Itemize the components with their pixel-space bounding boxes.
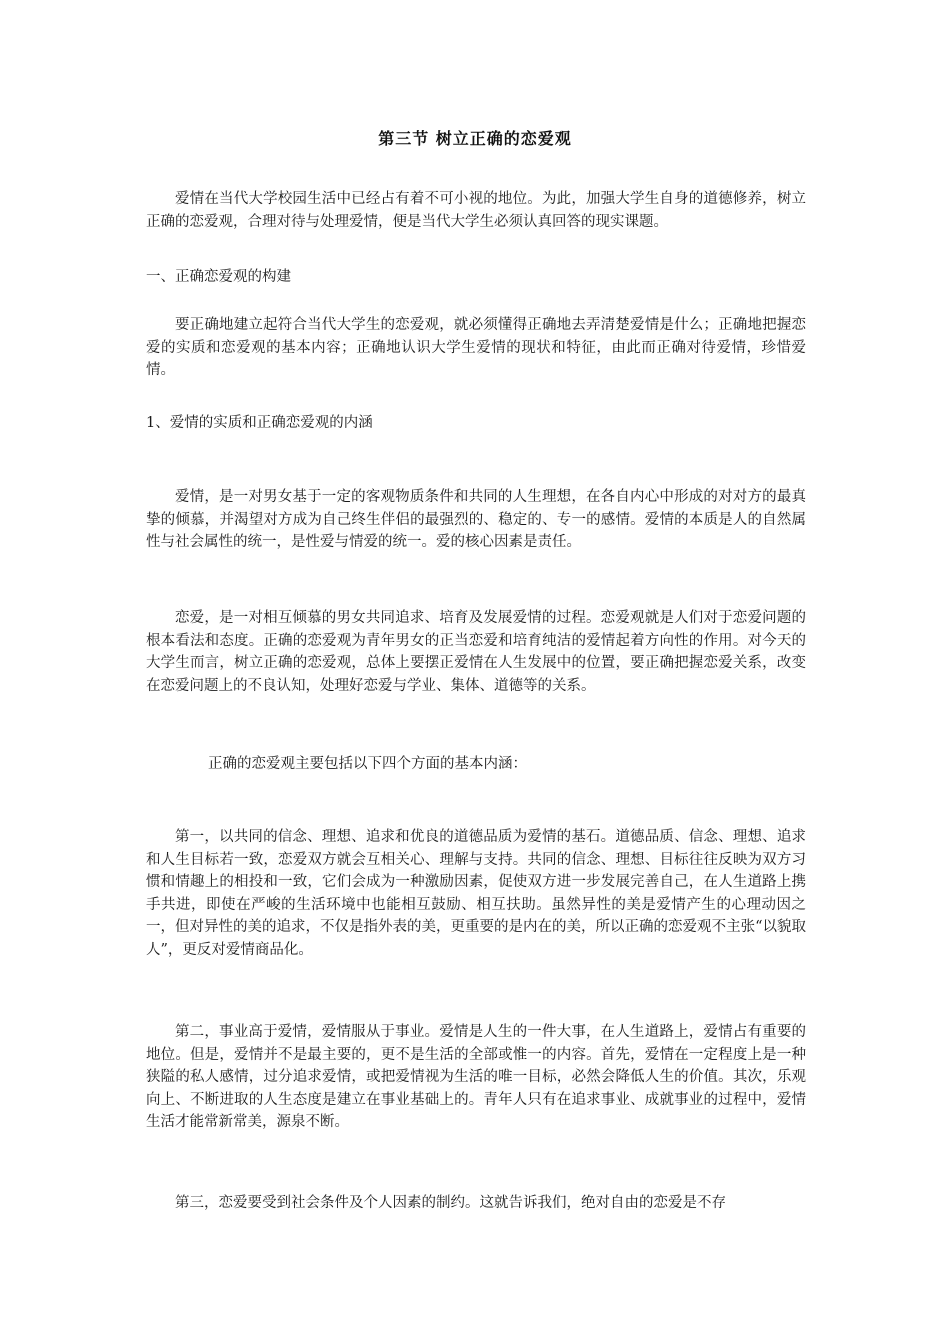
section-heading: 一、正确恋爱观的构建: [146, 269, 291, 285]
aspect-one-paragraph: 第一，以共同的信念、理想、追求和优良的道德品质为爱情的基石。道德品质、信念、理想、追求和人生目标若一致，恋爱双方就会互相关心、理解与支持。共同的信念、理想、目标往往反映为双方习惯和情趣上的相投和一致，它们会成为一种激励因素，促使双方进一步发展完善自己，在人生道路上携手共进，即使在严峻的生活环境中也能相互鼓励、相互扶助。虽然异性的美是爱情产生的心理动因之一，但对异性的美的追求，不仅是指外表的美，更重要的是内在的美，所以正确的恋爱观不主张“以貌取人”，更反对爱情商品化。: [146, 829, 806, 958]
section-paragraph: 要正确地建立起符合当代大学生的恋爱观，就必须懂得正确地去弄清楚爱情是什么；正确地把握恋爱的实质和恋爱观的基本内容；正确地认识大学生爱情的现状和特征，由此而正确对待爱情，珍惜爱情。: [146, 317, 806, 379]
four-aspects-intro: 正确的恋爱观主要包括以下四个方面的基本内涵：: [208, 756, 527, 772]
romance-definition-paragraph: 恋爱，是一对相互倾慕的男女共同追求、培育及发展爱情的过程。恋爱观就是人们对于恋爱问题的根本看法和态度。正确的恋爱观为青年男女的正当恋爱和培育纯洁的爱情起着方向性的作用。对今天的大学生而言，树立正确的恋爱观，总体上要摆正爱情在人生发展中的位置，要正确把握恋爱关系，改变在恋爱问题上的不良认知，处理好恋爱与学业、集体、道德等的关系。: [146, 610, 806, 694]
aspect-two-paragraph: 第二，事业高于爱情，爱情服从于事业。爱情是人生的一件大事，在人生道路上，爱情占有重要的地位。但是，爱情并不是最主要的，更不是生活的全部或惟一的内容。首先，爱情在一定程度上是一种狭隘的私人感情，过分追求爱情，或把爱情视为生活的唯一目标，必然会降低人生的价值。其次，乐观向上、不断进取的人生态度是建立在事业基础上的。青年人只有在追求事业、成就事业的过程中，爱情生活才能常新常美，源泉不断。: [146, 1024, 806, 1131]
page-title: 第三节 树立正确的恋爱观: [378, 129, 572, 148]
intro-paragraph: 爱情在当代大学校园生活中已经占有着不可小视的地位。为此，加强大学生自身的道德修养，树立正确的恋爱观，合理对待与处理爱情，便是当代大学生必须认真回答的现实课题。: [146, 191, 806, 230]
subsection-heading: 1、爱情的实质和正确恋爱观的内涵: [146, 415, 373, 431]
aspect-three-paragraph: 第三，恋爱要受到社会条件及个人因素的制约。这就告诉我们，绝对自由的恋爱是不存: [175, 1195, 726, 1211]
love-definition-paragraph: 爱情，是一对男女基于一定的客观物质条件和共同的人生理想，在各自内心中形成的对对方的最真挚的倾慕，并渴望对方成为自己终生伴侣的最强烈的、稳定的、专一的感情。爱情的本质是人的自然属性与社会属性的统一，是性爱与情爱的统一。爱的核心因素是责任。: [146, 489, 806, 551]
